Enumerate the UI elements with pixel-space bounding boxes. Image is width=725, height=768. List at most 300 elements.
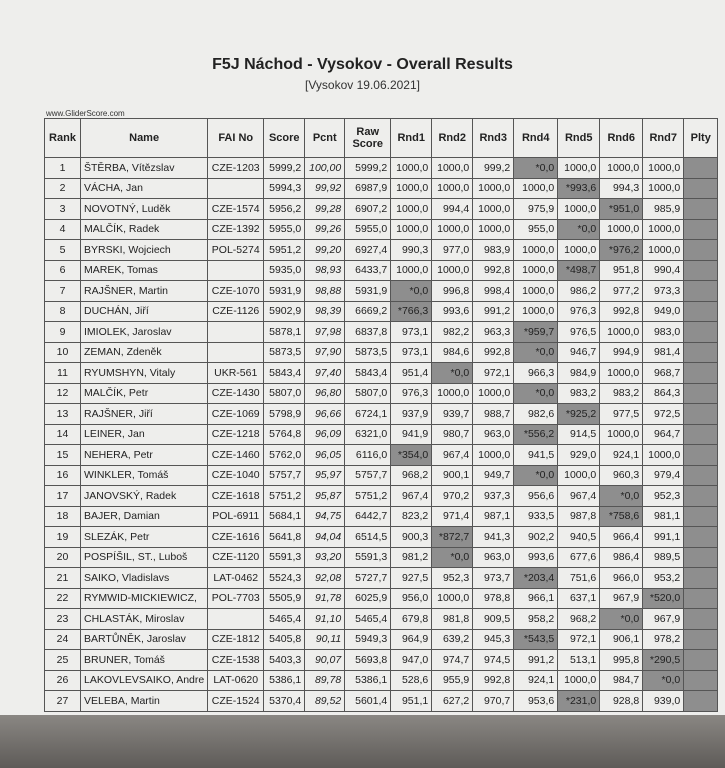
score-cell: 5370,4 xyxy=(264,691,305,712)
round-cell: 637,1 xyxy=(558,588,600,609)
round-cell: *0,0 xyxy=(432,547,473,568)
round-cell: 996,8 xyxy=(432,281,473,302)
penalty-cell xyxy=(684,568,718,589)
round-cell: *959,7 xyxy=(514,322,558,343)
raw-score-cell: 6987,9 xyxy=(345,178,391,199)
table-row xyxy=(45,650,718,671)
round-cell: 972,5 xyxy=(643,404,684,425)
rank-cell: 15 xyxy=(45,445,81,466)
score-cell: 5591,3 xyxy=(264,547,305,568)
round-cell: 1000,0 xyxy=(432,383,473,404)
table-row xyxy=(45,445,718,466)
round-cell: 1000,0 xyxy=(473,445,514,466)
page-title: F5J Náchod - Vysokov - Overall Results xyxy=(212,56,513,73)
pcnt-cell: 98,93 xyxy=(305,260,345,281)
round-cell: 1000,0 xyxy=(432,219,473,240)
rank-cell: 14 xyxy=(45,424,81,445)
name-cell: WINKLER, Tomáš xyxy=(81,465,208,486)
round-cell: 941,5 xyxy=(514,445,558,466)
fai-cell: LAT-0462 xyxy=(208,568,264,589)
penalty-cell xyxy=(684,240,718,261)
round-cell: 977,0 xyxy=(432,240,473,261)
round-cell: 949,7 xyxy=(473,465,514,486)
round-cell: 983,2 xyxy=(558,383,600,404)
score-cell: 5878,1 xyxy=(264,322,305,343)
round-cell: *498,7 xyxy=(558,260,600,281)
round-cell: 823,2 xyxy=(391,506,432,527)
rank-cell: 5 xyxy=(45,240,81,261)
round-cell: *0,0 xyxy=(514,158,558,179)
round-cell: 980,7 xyxy=(432,424,473,445)
rank-cell: 13 xyxy=(45,404,81,425)
round-cell: 951,8 xyxy=(600,260,643,281)
name-cell: ZEMAN, Zdeněk xyxy=(81,342,208,363)
round-cell: 1000,0 xyxy=(643,445,684,466)
round-cell: 1000,0 xyxy=(391,260,432,281)
round-cell: 999,2 xyxy=(473,158,514,179)
round-cell: 939,7 xyxy=(432,404,473,425)
pcnt-cell: 97,40 xyxy=(305,363,345,384)
table-row xyxy=(45,281,718,302)
penalty-cell xyxy=(684,588,718,609)
round-cell: 976,3 xyxy=(558,301,600,322)
fai-cell xyxy=(208,342,264,363)
score-cell: 5955,0 xyxy=(264,219,305,240)
round-cell: 966,4 xyxy=(600,527,643,548)
round-cell: 1000,0 xyxy=(600,424,643,445)
round-cell: 1000,0 xyxy=(558,240,600,261)
col-header-plty: Plty xyxy=(684,119,718,158)
penalty-cell xyxy=(684,486,718,507)
rank-cell: 7 xyxy=(45,281,81,302)
table-row xyxy=(45,588,718,609)
round-cell: *290,5 xyxy=(643,650,684,671)
round-cell: 963,0 xyxy=(473,547,514,568)
raw-score-cell: 5807,0 xyxy=(345,383,391,404)
round-cell: 1000,0 xyxy=(432,178,473,199)
round-cell: 909,5 xyxy=(473,609,514,630)
table-row xyxy=(45,568,718,589)
penalty-cell xyxy=(684,527,718,548)
score-cell: 5994,3 xyxy=(264,178,305,199)
round-cell: 990,4 xyxy=(643,260,684,281)
raw-score-cell: 6116,0 xyxy=(345,445,391,466)
penalty-cell xyxy=(684,691,718,712)
penalty-cell xyxy=(684,383,718,404)
table-row xyxy=(45,691,718,712)
rank-cell: 25 xyxy=(45,650,81,671)
rank-cell: 23 xyxy=(45,609,81,630)
raw-score-cell: 5693,8 xyxy=(345,650,391,671)
raw-score-cell: 5751,2 xyxy=(345,486,391,507)
round-cell: 979,4 xyxy=(643,465,684,486)
round-cell: 974,5 xyxy=(473,650,514,671)
pcnt-cell: 96,80 xyxy=(305,383,345,404)
name-cell: ŠTĚRBA, Vítězslav xyxy=(81,158,208,179)
raw-score-cell: 5591,3 xyxy=(345,547,391,568)
round-cell: 964,9 xyxy=(391,629,432,650)
round-cell: 967,9 xyxy=(643,609,684,630)
rank-cell: 6 xyxy=(45,260,81,281)
round-cell: *0,0 xyxy=(514,342,558,363)
round-cell: 933,5 xyxy=(514,506,558,527)
rank-cell: 11 xyxy=(45,363,81,384)
penalty-cell xyxy=(684,445,718,466)
round-cell: 981,1 xyxy=(643,506,684,527)
raw-score-cell: 6025,9 xyxy=(345,588,391,609)
round-cell: 677,6 xyxy=(558,547,600,568)
round-cell: *354,0 xyxy=(391,445,432,466)
round-cell: 1000,0 xyxy=(600,158,643,179)
fai-cell: CZE-1460 xyxy=(208,445,264,466)
rank-cell: 20 xyxy=(45,547,81,568)
score-cell: 5684,1 xyxy=(264,506,305,527)
round-cell: 1000,0 xyxy=(600,219,643,240)
pcnt-cell: 95,97 xyxy=(305,465,345,486)
score-cell: 5524,3 xyxy=(264,568,305,589)
raw-score-cell: 6724,1 xyxy=(345,404,391,425)
penalty-cell xyxy=(684,404,718,425)
round-cell: 993,6 xyxy=(432,301,473,322)
table-row xyxy=(45,240,718,261)
round-cell: 864,3 xyxy=(643,383,684,404)
rank-cell: 4 xyxy=(45,219,81,240)
pcnt-cell: 92,08 xyxy=(305,568,345,589)
col-header-rank: Rank xyxy=(45,119,81,158)
fai-cell xyxy=(208,609,264,630)
pcnt-cell: 96,05 xyxy=(305,445,345,466)
round-cell: 1000,0 xyxy=(558,158,600,179)
round-cell: 1000,0 xyxy=(432,260,473,281)
round-cell: 927,5 xyxy=(391,568,432,589)
round-cell: 956,6 xyxy=(514,486,558,507)
round-cell: 627,2 xyxy=(432,691,473,712)
rank-cell: 16 xyxy=(45,465,81,486)
round-cell: 1000,0 xyxy=(391,158,432,179)
round-cell: 956,0 xyxy=(391,588,432,609)
penalty-cell xyxy=(684,609,718,630)
score-cell: 5935,0 xyxy=(264,260,305,281)
raw-score-cell: 5727,7 xyxy=(345,568,391,589)
round-cell: 955,0 xyxy=(514,219,558,240)
raw-score-cell: 5955,0 xyxy=(345,219,391,240)
round-cell: 998,4 xyxy=(473,281,514,302)
table-row xyxy=(45,260,718,281)
round-cell: 1000,0 xyxy=(473,383,514,404)
penalty-cell xyxy=(684,342,718,363)
round-cell: 973,3 xyxy=(643,281,684,302)
score-cell: 5764,8 xyxy=(264,424,305,445)
penalty-cell xyxy=(684,650,718,671)
round-cell: 960,3 xyxy=(600,465,643,486)
fai-cell: CZE-1616 xyxy=(208,527,264,548)
table-row xyxy=(45,322,718,343)
rank-cell: 27 xyxy=(45,691,81,712)
pcnt-cell: 99,20 xyxy=(305,240,345,261)
round-cell: 953,2 xyxy=(643,568,684,589)
name-cell: BYRSKI, Wojciech xyxy=(81,240,208,261)
round-cell: 945,3 xyxy=(473,629,514,650)
round-cell: 1000,0 xyxy=(473,219,514,240)
pcnt-cell: 100,00 xyxy=(305,158,345,179)
round-cell: 1000,0 xyxy=(643,158,684,179)
round-cell: 987,1 xyxy=(473,506,514,527)
round-cell: 939,0 xyxy=(643,691,684,712)
score-cell: 5931,9 xyxy=(264,281,305,302)
penalty-cell xyxy=(684,219,718,240)
round-cell: 929,0 xyxy=(558,445,600,466)
fai-cell: POL-6911 xyxy=(208,506,264,527)
round-cell: 968,2 xyxy=(391,465,432,486)
table-row xyxy=(45,547,718,568)
round-cell: *0,0 xyxy=(600,486,643,507)
round-cell: 972,1 xyxy=(473,363,514,384)
round-cell: 952,3 xyxy=(432,568,473,589)
penalty-cell xyxy=(684,547,718,568)
score-cell: 5403,3 xyxy=(264,650,305,671)
round-cell: 1000,0 xyxy=(558,465,600,486)
rank-cell: 3 xyxy=(45,199,81,220)
round-cell: *203,4 xyxy=(514,568,558,589)
round-cell: 940,5 xyxy=(558,527,600,548)
penalty-cell xyxy=(684,629,718,650)
round-cell: 1000,0 xyxy=(643,219,684,240)
pcnt-cell: 99,92 xyxy=(305,178,345,199)
table-row xyxy=(45,506,718,527)
name-cell: LAKOVLEVSAIKO, Andre xyxy=(81,670,208,691)
score-cell: 5902,9 xyxy=(264,301,305,322)
round-cell: 974,7 xyxy=(432,650,473,671)
round-cell: *976,2 xyxy=(600,240,643,261)
name-cell: BARTŮNĚK, Jaroslav xyxy=(81,629,208,650)
pcnt-cell: 91,10 xyxy=(305,609,345,630)
round-cell: 964,7 xyxy=(643,424,684,445)
round-cell: 992,8 xyxy=(600,301,643,322)
round-cell: 900,3 xyxy=(391,527,432,548)
pcnt-cell: 94,04 xyxy=(305,527,345,548)
raw-score-cell: 5931,9 xyxy=(345,281,391,302)
rank-cell: 9 xyxy=(45,322,81,343)
fai-cell xyxy=(208,322,264,343)
round-cell: 987,8 xyxy=(558,506,600,527)
score-cell: 5798,9 xyxy=(264,404,305,425)
raw-score-cell: 5465,4 xyxy=(345,609,391,630)
round-cell: 968,2 xyxy=(558,609,600,630)
round-cell: 679,8 xyxy=(391,609,432,630)
round-cell: 992,8 xyxy=(473,670,514,691)
name-cell: RAJŠNER, Martin xyxy=(81,281,208,302)
brand-label: www.GliderScore.com xyxy=(46,109,125,118)
round-cell: 963,3 xyxy=(473,322,514,343)
round-cell: 528,6 xyxy=(391,670,432,691)
round-cell: 977,2 xyxy=(600,281,643,302)
raw-score-cell: 5757,7 xyxy=(345,465,391,486)
round-cell: 985,9 xyxy=(643,199,684,220)
col-header-raw-score: Raw Score xyxy=(345,119,391,158)
round-cell: 978,8 xyxy=(473,588,514,609)
table-row xyxy=(45,527,718,548)
round-cell: 1000,0 xyxy=(432,588,473,609)
raw-score-cell: 6433,7 xyxy=(345,260,391,281)
round-cell: 924,1 xyxy=(600,445,643,466)
round-cell: 958,2 xyxy=(514,609,558,630)
round-cell: 989,5 xyxy=(643,547,684,568)
pcnt-cell: 90,11 xyxy=(305,629,345,650)
name-cell: CHLASTÁK, Miroslav xyxy=(81,609,208,630)
col-header-name: Name xyxy=(81,119,208,158)
round-cell: 966,1 xyxy=(514,588,558,609)
penalty-cell xyxy=(684,281,718,302)
name-cell: LEINER, Jan xyxy=(81,424,208,445)
fai-cell: POL-7703 xyxy=(208,588,264,609)
name-cell: POSPÍŠIL, ST., Luboš xyxy=(81,547,208,568)
round-cell: 1000,0 xyxy=(432,158,473,179)
round-cell: 992,8 xyxy=(473,342,514,363)
round-cell: 967,4 xyxy=(432,445,473,466)
rank-cell: 12 xyxy=(45,383,81,404)
score-cell: 5757,7 xyxy=(264,465,305,486)
round-cell: *0,0 xyxy=(514,383,558,404)
round-cell: 1000,0 xyxy=(514,301,558,322)
score-cell: 5807,0 xyxy=(264,383,305,404)
round-cell: 949,0 xyxy=(643,301,684,322)
penalty-cell xyxy=(684,199,718,220)
rank-cell: 8 xyxy=(45,301,81,322)
round-cell: 983,2 xyxy=(600,383,643,404)
round-cell: 924,1 xyxy=(514,670,558,691)
round-cell: *0,0 xyxy=(643,670,684,691)
score-cell: 5505,9 xyxy=(264,588,305,609)
fai-cell: CZE-1069 xyxy=(208,404,264,425)
score-cell: 5405,8 xyxy=(264,629,305,650)
fai-cell xyxy=(208,260,264,281)
col-header-rnd5: Rnd5 xyxy=(558,119,600,158)
round-cell: 970,7 xyxy=(473,691,514,712)
round-cell: 993,6 xyxy=(514,547,558,568)
round-cell: 981,2 xyxy=(391,547,432,568)
fai-cell: CZE-1812 xyxy=(208,629,264,650)
name-cell: DUCHÁN, Jiří xyxy=(81,301,208,322)
round-cell: 973,1 xyxy=(391,342,432,363)
round-cell: 955,9 xyxy=(432,670,473,691)
round-cell: 1000,0 xyxy=(514,281,558,302)
round-cell: 914,5 xyxy=(558,424,600,445)
round-cell: 967,4 xyxy=(391,486,432,507)
round-cell: 981,4 xyxy=(643,342,684,363)
pcnt-cell: 98,88 xyxy=(305,281,345,302)
pcnt-cell: 99,26 xyxy=(305,219,345,240)
round-cell: 983,0 xyxy=(643,322,684,343)
raw-score-cell: 6442,7 xyxy=(345,506,391,527)
col-header-rnd2: Rnd2 xyxy=(432,119,473,158)
round-cell: 973,7 xyxy=(473,568,514,589)
round-cell: 970,2 xyxy=(432,486,473,507)
round-cell: 1000,0 xyxy=(473,199,514,220)
round-cell: *951,0 xyxy=(600,199,643,220)
name-cell: VÁCHA, Jan xyxy=(81,178,208,199)
col-header-rnd4: Rnd4 xyxy=(514,119,558,158)
round-cell: 986,4 xyxy=(600,547,643,568)
round-cell: 937,3 xyxy=(473,486,514,507)
round-cell: 1000,0 xyxy=(391,178,432,199)
round-cell: *993,6 xyxy=(558,178,600,199)
table-row xyxy=(45,424,718,445)
fai-cell: UKR-561 xyxy=(208,363,264,384)
round-cell: 941,3 xyxy=(473,527,514,548)
round-cell: 751,6 xyxy=(558,568,600,589)
fai-cell: CZE-1040 xyxy=(208,465,264,486)
name-cell: RYMWID-MICKIEWICZ, xyxy=(81,588,208,609)
round-cell: 984,6 xyxy=(432,342,473,363)
col-header-pcnt: Pcnt xyxy=(305,119,345,158)
name-cell: MALČÍK, Radek xyxy=(81,219,208,240)
score-cell: 5951,2 xyxy=(264,240,305,261)
round-cell: 991,1 xyxy=(643,527,684,548)
round-cell: *0,0 xyxy=(600,609,643,630)
round-cell: 953,6 xyxy=(514,691,558,712)
round-cell: 982,2 xyxy=(432,322,473,343)
name-cell: JANOVSKÝ, Radek xyxy=(81,486,208,507)
round-cell: *0,0 xyxy=(558,219,600,240)
round-cell: 973,1 xyxy=(391,322,432,343)
rank-cell: 24 xyxy=(45,629,81,650)
round-cell: 902,2 xyxy=(514,527,558,548)
table-row xyxy=(45,609,718,630)
pcnt-cell: 94,75 xyxy=(305,506,345,527)
round-cell: 1000,0 xyxy=(643,178,684,199)
round-cell: 981,8 xyxy=(432,609,473,630)
round-cell: 639,2 xyxy=(432,629,473,650)
fai-cell: CZE-1120 xyxy=(208,547,264,568)
round-cell: *556,2 xyxy=(514,424,558,445)
results-table xyxy=(44,118,718,712)
table-row xyxy=(45,486,718,507)
pcnt-cell: 89,78 xyxy=(305,670,345,691)
round-cell: 991,2 xyxy=(473,301,514,322)
name-cell: BAJER, Damian xyxy=(81,506,208,527)
round-cell: *520,0 xyxy=(643,588,684,609)
penalty-cell xyxy=(684,301,718,322)
round-cell: 992,8 xyxy=(473,260,514,281)
name-cell: NEHERA, Petr xyxy=(81,445,208,466)
score-cell: 5386,1 xyxy=(264,670,305,691)
round-cell: 1000,0 xyxy=(600,322,643,343)
table-row xyxy=(45,199,718,220)
round-cell: 991,2 xyxy=(514,650,558,671)
fai-cell: CZE-1538 xyxy=(208,650,264,671)
fai-cell: CZE-1618 xyxy=(208,486,264,507)
table-row xyxy=(45,465,718,486)
round-cell: 990,3 xyxy=(391,240,432,261)
round-cell: *231,0 xyxy=(558,691,600,712)
rank-cell: 10 xyxy=(45,342,81,363)
page-subtitle: [Vysokov 19.06.2021] xyxy=(305,78,420,92)
round-cell: 946,7 xyxy=(558,342,600,363)
round-cell: 977,5 xyxy=(600,404,643,425)
penalty-cell xyxy=(684,260,718,281)
round-cell: 994,4 xyxy=(432,199,473,220)
col-header-rnd7: Rnd7 xyxy=(643,119,684,158)
fai-cell: CZE-1218 xyxy=(208,424,264,445)
round-cell: 928,8 xyxy=(600,691,643,712)
round-cell: 966,3 xyxy=(514,363,558,384)
name-cell: IMIOLEK, Jaroslav xyxy=(81,322,208,343)
penalty-cell xyxy=(684,465,718,486)
round-cell: *543,5 xyxy=(514,629,558,650)
score-cell: 5762,0 xyxy=(264,445,305,466)
round-cell: *872,7 xyxy=(432,527,473,548)
round-cell: *766,3 xyxy=(391,301,432,322)
